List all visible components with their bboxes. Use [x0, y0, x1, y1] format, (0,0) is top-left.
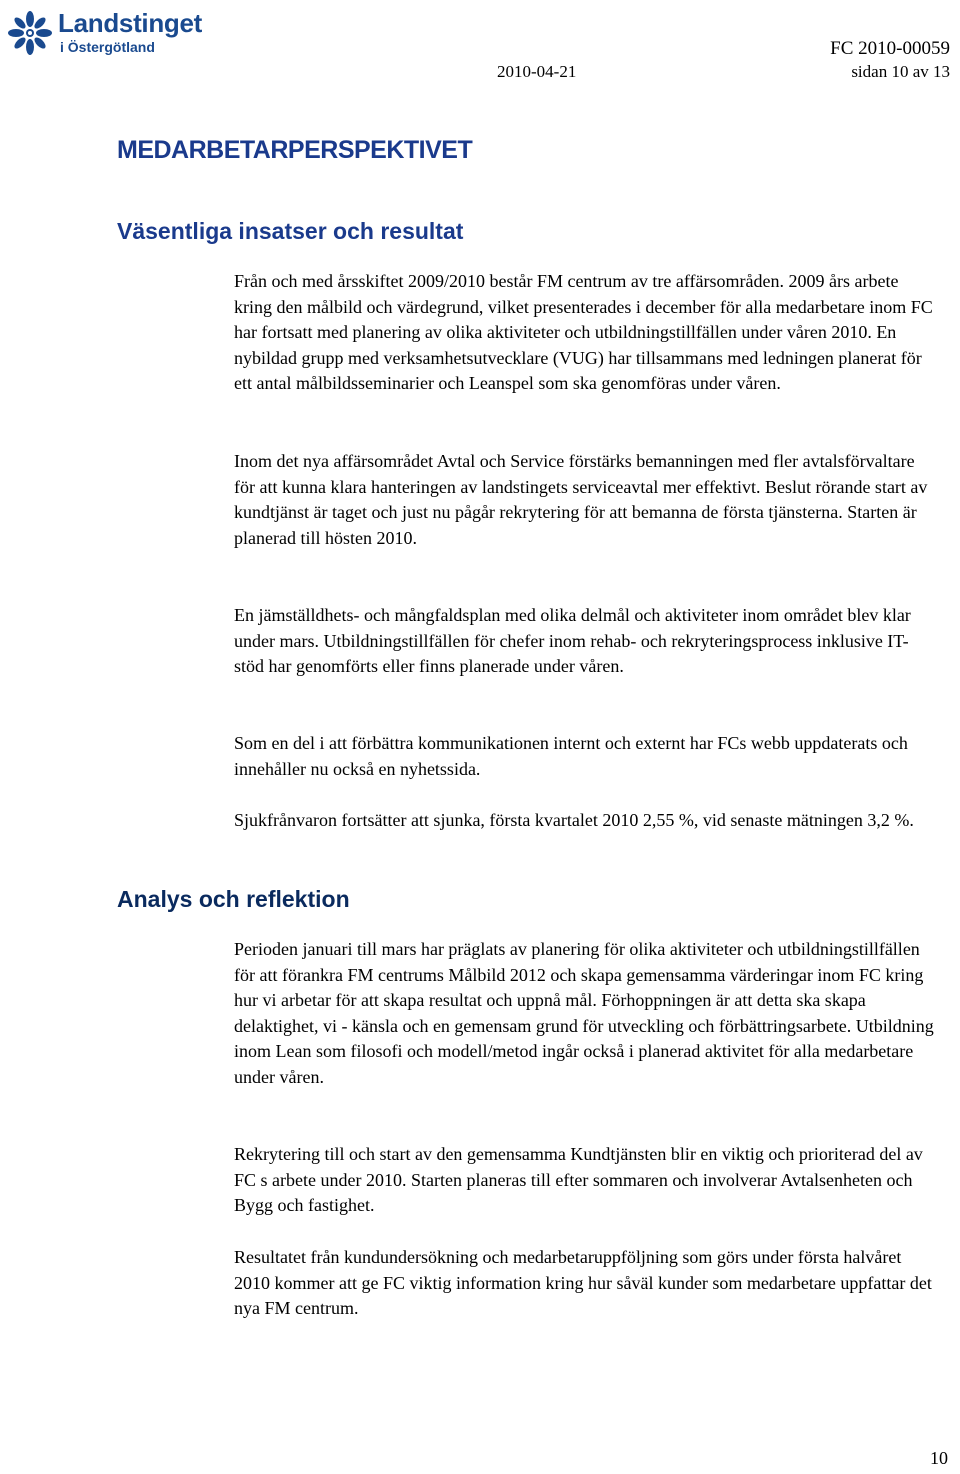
footer-page-number: 10: [930, 1448, 948, 1468]
section-heading-insatser: Väsentliga insatser och resultat: [117, 218, 464, 244]
page-indicator: sidan 10 av 13: [851, 62, 950, 81]
paragraph: Från och med årsskiftet 2009/2010 består FM centrum av tre affärsområden. 2009 års arbete kring den målbild och värdegrund, vilket presenterades i december för alla medarbetare inom FC har fortsatt med planering av olika aktiviteter och utbildningstillfällen under våren 2010. En nybildad grupp med verksamhetsutvecklare (VUG) har tillsammans med ledningen planerat för ett antal målbildsseminarier och Leanspel som ska genomföras under våren.: [234, 271, 933, 394]
paragraph: Perioden januari till mars har präglats av planering för olika aktiviteter och utbildningstillfällen för att förankra FM centrums Målbild 2012 och skapa gemensamma värderingar inom FC kring hur vi arbetar för att skapa resultat och uppnå mål. Förhoppningen är att detta ska skapa delaktighet, vi - känsla och en gemensam grund för utveckling och förbättringsarbete. Utbildning inom Lean som filosofi och modell/metod ingår också i planerad aktivitet för alla medarbetare under våren.: [234, 939, 934, 1087]
paragraph: Rekrytering till och start av den gemensamma Kundtjänsten blir en viktig och prioriterad del av FC s arbete under 2010. Starten planeras till efter sommaren och involverar Avtalsenheten och Bygg och fastighet.: [234, 1144, 923, 1216]
paragraph: Sjukfrånvaron fortsätter att sjunka, första kvartalet 2010 2,55 %, vid senaste mätningen 3,2 %.: [234, 810, 914, 830]
paragraph: En jämställdhets- och mångfaldsplan med olika delmål och aktiviteter inom området blev klar under mars. Utbildningstillfällen för chefer inom rehab- och rekryteringsprocess inklusive IT-stöd har genomförts eller finns planerade under våren.: [234, 605, 911, 677]
landstinget-logo: [8, 8, 236, 58]
document-reference: FC 2010-00059: [830, 38, 950, 59]
paragraph: Som en del i att förbättra kommunikationen internt och externt har FCs webb uppdaterats och innehåller nu också en nyhetssida.: [234, 733, 908, 779]
logo-subtitle: i Östergötland: [60, 39, 155, 55]
logo-title: Landstinget: [58, 8, 203, 38]
main-heading: MEDARBETARPERSPEKTIVET: [117, 136, 473, 164]
document-date: 2010-04-21: [497, 62, 577, 81]
flower-emblem-icon: [8, 10, 52, 56]
paragraph: Inom det nya affärsområdet Avtal och Service förstärks bemanningen med fler avtalsförvaltare för att kunna klara hanteringen av landstingets serviceavtal mer effektivt. Beslut rörande start av kundtjänst är taget och just nu pågår rekrytering för att bemanna de första tjänsterna. Starten är planerad till hösten 2010.: [234, 451, 928, 548]
paragraph: Resultatet från kundundersökning och medarbetaruppföljning som görs under första halvåret 2010 kommer att ge FC viktig information kring hur såväl kunder som medarbetare uppfattar det nya FM centrum.: [234, 1247, 932, 1319]
section-heading-analys: Analys och reflektion: [117, 886, 350, 912]
